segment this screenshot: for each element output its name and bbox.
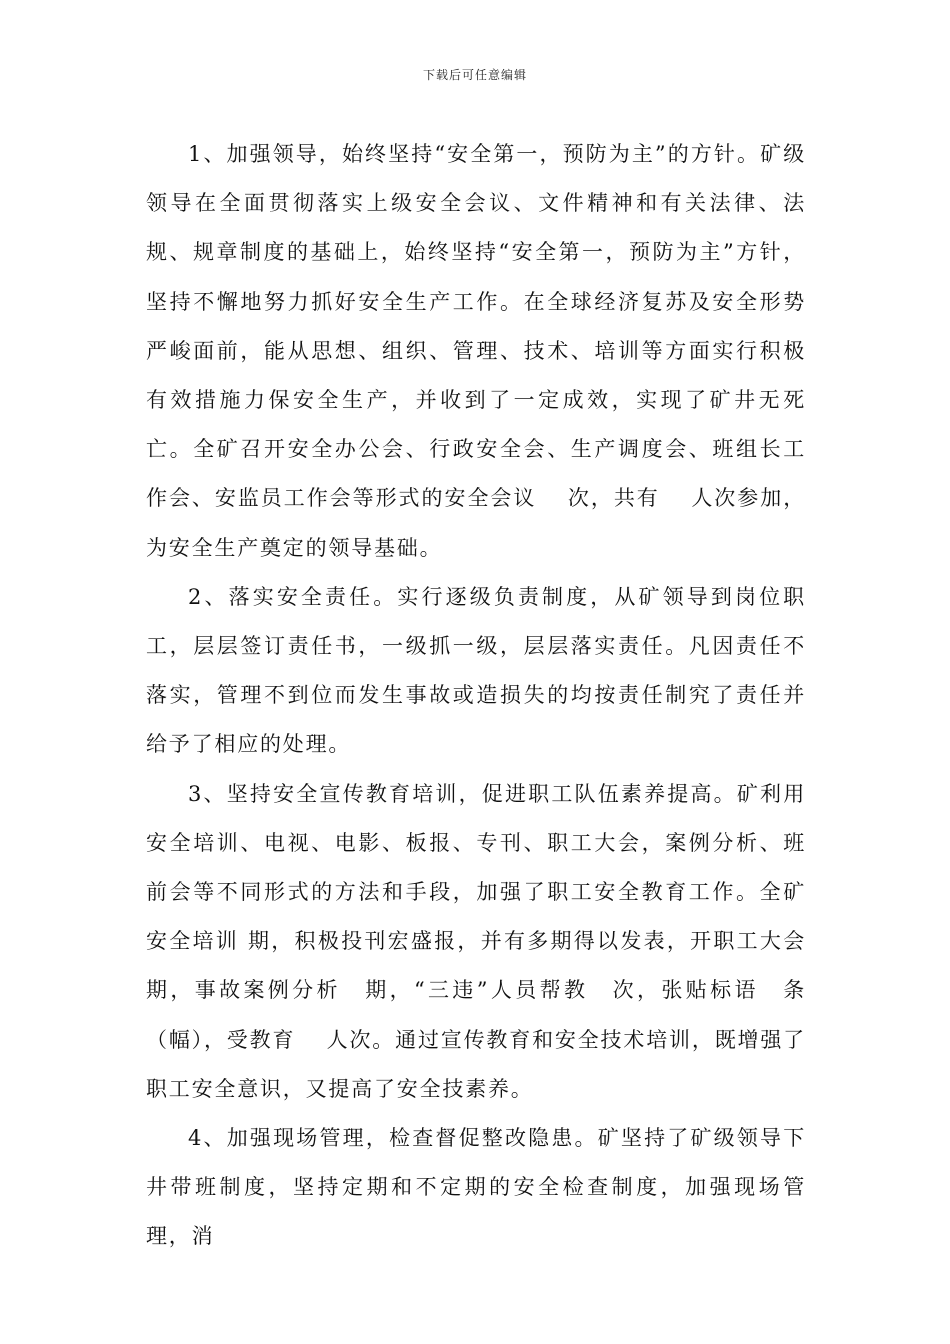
paragraph-education: 3、坚持安全宣传教育培训，促进职工队伍素养提高。矿利用安全培训、电视、电影、板报、专刊、职工大会，案例分析、班前会等不同形式的方法和手段，加强了职工安全教育工作。全矿安全培训 期，积极投刊宏盛报，并有多期得以发表，开职工大会 期，事故案例分析 期，“三违”人员帮教 次，张贴标语 条（幅），受教育 人次。通过宣传教育和安全技术培训，既增强了职工安全意识，又提高了安全技素养。 (146, 781, 806, 1101)
paragraph-responsibility: 2、落实安全责任。实行逐级负责制度，从矿领导到岗位职工，层层签订责任书，一级抓一级，层层落实责任。凡因责任不落实，管理不到位而发生事故或造损失的均按责任制究了责任并给予了相应的处理。 (146, 584, 806, 757)
paragraph-site-management: 4、加强现场管理，检查督促整改隐患。矿坚持了矿级领导下井带班制度，坚持定期和不定期的安全检查制度，加强现场管理，消 (146, 1126, 806, 1249)
page-header: 下载后可任意编辑 (422, 68, 527, 82)
paragraph-leadership: 1、加强领导，始终坚持“安全第一，预防为主”的方针。矿级领导在全面贯彻落实上级安全会议、文件精神和有关法律、法规、规章制度的基础上，始终坚持“安全第一，预防为主”方针，坚持不懈地努力抓好安全生产工作。在全球经济复苏及安全形势严峻面前，能从思想、组织、管理、技术、培训等方面实行积极有效措施力保安全生产，并收到了一定成效，实现了矿井无死亡。全矿召开安全办公会、行政安全会、生产调度会、班组长工作会、安监员工作会等形式的安全会议 次，共有 人次参加，为安全生产奠定的领导基础。 (146, 142, 806, 560)
document-body (146, 130, 806, 1262)
